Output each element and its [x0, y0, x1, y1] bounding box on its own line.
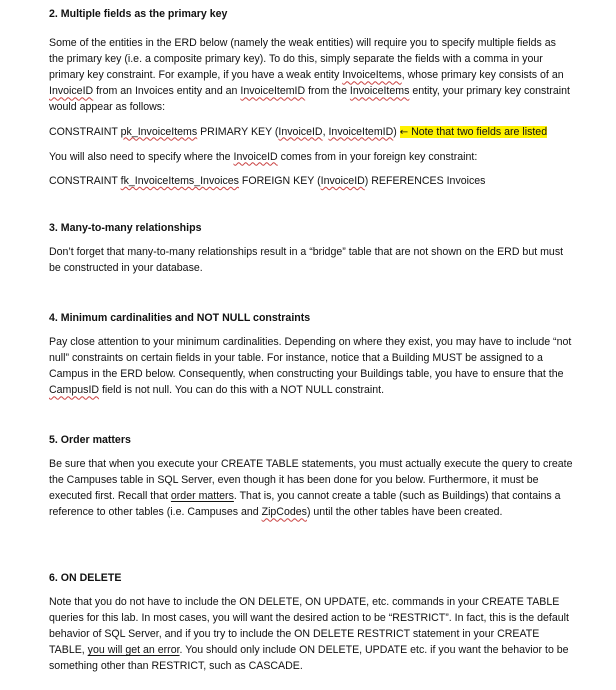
spellcheck-word: InvoiceID — [49, 85, 94, 98]
text-run: from the — [305, 85, 350, 98]
text-run: from an Invoices entity and an — [93, 85, 241, 98]
text-run: Be sure that when you execute your CREATE TABLE statements, you must actually execute the query to create the Campuses table in SQL Server, even though it has been done for you below. Furthermore, it must be executed first. Recall that — [49, 458, 573, 503]
spellcheck-word: fk_InvoiceItems_Invoices — [120, 174, 239, 187]
section-composite-key — [49, 6, 573, 189]
text-run: , whose primary key consists of an — [401, 69, 564, 82]
section-many-to-many — [49, 220, 573, 276]
paragraph — [49, 35, 573, 115]
text-run: ) REFERENCES Invoices — [364, 174, 486, 187]
foreign-key-constraint-line — [49, 173, 573, 189]
section-on-delete — [49, 570, 573, 675]
section-heading: 6. ON DELETE — [49, 572, 122, 584]
paragraph — [49, 594, 573, 674]
section-order-matters — [49, 432, 573, 520]
arrow-left-icon: ← — [399, 126, 409, 138]
section-heading: 2. Multiple fields as the primary key — [49, 8, 228, 20]
paragraph — [49, 149, 573, 165]
text-run: . You should only include ON DELETE, UPDATE etc. if you want the behavior to be something other than RESTRICT, such as CASCADE. — [49, 644, 569, 673]
text-run: comes from in your foreign key constraint: — [277, 150, 478, 163]
text-run: You will also need to specify where the — [49, 150, 234, 163]
text-run: ) — [393, 125, 397, 138]
spellcheck-word: InvoiceItemID — [240, 85, 306, 98]
spellcheck-word: ZipCodes — [261, 506, 307, 519]
section-heading: 4. Minimum cardinalities and NOT NULL constraints — [49, 312, 311, 324]
text-run: CONSTRAINT — [49, 174, 121, 187]
paragraph: Don’t forget that many-to-many relationships result in a “bridge” table that are not shown on the ERD but must be constructed in your database. — [49, 246, 564, 275]
underlined-text: you will get an error — [87, 644, 180, 657]
section-heading: 3. Many-to-many relationships — [49, 222, 202, 234]
spellcheck-word: pk_InvoiceItems — [120, 125, 198, 138]
text-run: Some of the entities in the ERD below (namely the weak entities) will require you to specify multiple fields as the primary key (i.e. a composite primary key). To do this, simply separate the fields with a comma in your primary key constraint. For example, if you have a weak entity — [49, 37, 556, 82]
spellcheck-word: InvoiceID — [278, 125, 323, 138]
paragraph — [49, 334, 573, 398]
text-run: Pay close attention to your minimum cardinalities. Depending on where they exist, you may have to include “not null” constraints on certain fields in your table. For instance, notice that a Building MUST be assigned to a Campus in the ERD below. Consequently, when constructing your Buildings table, you have to ensure that the — [49, 336, 572, 381]
section-not-null — [49, 310, 573, 398]
text-run: PRIMARY KEY ( — [197, 125, 279, 138]
spellcheck-word: CampusID — [49, 384, 100, 397]
spellcheck-word: InvoiceID — [233, 150, 278, 163]
spellcheck-word: InvoiceID — [320, 174, 365, 187]
highlighted-note — [400, 126, 547, 138]
text-run: FOREIGN KEY ( — [238, 174, 321, 187]
text-run: ) until the other tables have been created. — [306, 506, 503, 519]
spellcheck-word: InvoiceItemID — [328, 125, 394, 138]
text-run: , — [322, 125, 329, 138]
text-run: CONSTRAINT — [49, 125, 121, 138]
underlined-text: order matters — [170, 490, 234, 503]
spellcheck-word: InvoiceItems — [342, 69, 402, 82]
spellcheck-word: InvoiceItems — [349, 85, 410, 98]
paragraph — [49, 456, 573, 520]
text-run: entity, your primary key constraint would appear as follows: — [49, 85, 570, 114]
note-text: Note that two fields are listed — [408, 125, 548, 138]
section-heading: 5. Order matters — [49, 434, 131, 446]
text-run: . That is, you cannot create a table (such as Buildings) that contains a reference to other tables (i.e. Campuses and — [49, 490, 561, 519]
primary-key-constraint-line — [49, 124, 573, 141]
text-run: Note that you do not have to include the ON DELETE, ON UPDATE, etc. commands in your CREATE TABLE queries for this lab. In most cases, you will want the desired action to be “RESTRICT”. In fact, this is the default behavior of SQL Server, and if you try to include the ON DELETE RESTRICT statement in your CREATE TABLE, — [49, 596, 569, 657]
text-run: field is not null. You can do this with a NOT NULL constraint. — [99, 384, 385, 397]
